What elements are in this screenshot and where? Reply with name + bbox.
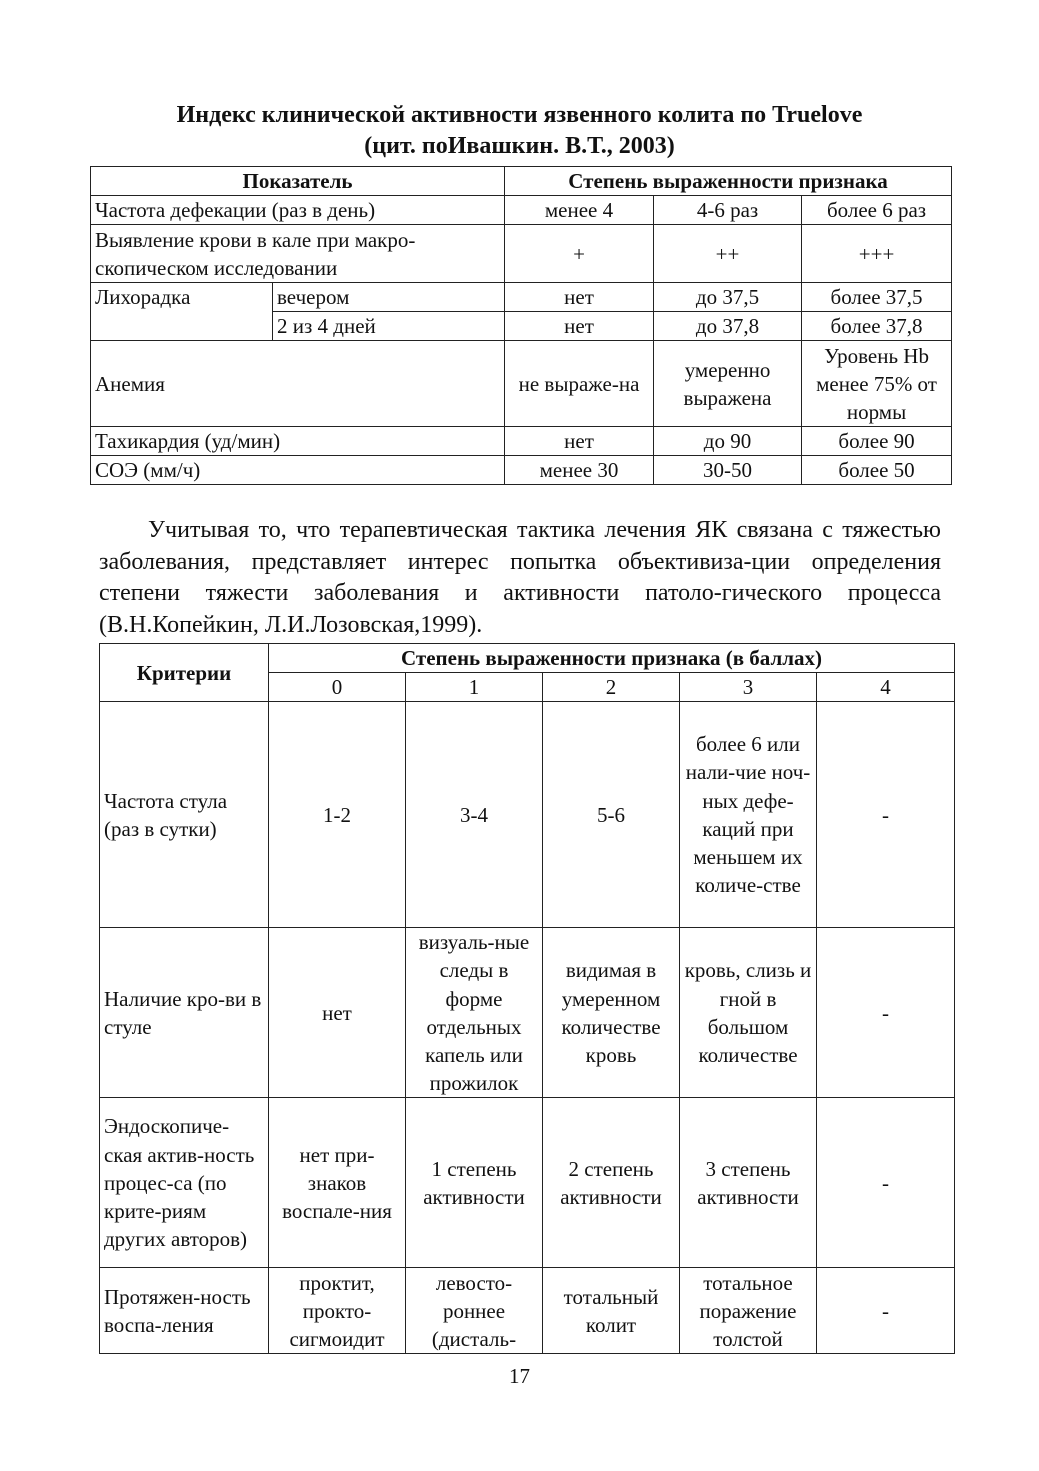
row-sublabel: 2 из 4 дней bbox=[273, 312, 505, 341]
body-paragraph: Учитывая то, что терапевтическая тактика лечения ЯК связана с тяжестью заболевания, представляет интерес попытка объективиза-ции определения степени тяжести заболевания и активности патоло-гического процесса (В.Н.Копейкин, Л.И.Лозовская,1999). bbox=[99, 517, 941, 638]
table-row bbox=[91, 225, 952, 283]
cell: нет bbox=[505, 312, 654, 341]
cell: более 37,5 bbox=[802, 283, 952, 312]
table-row bbox=[100, 1098, 955, 1268]
row-label: Тахикардия (уд/мин) bbox=[91, 427, 505, 456]
cell: Уровень Hb менее 75% от нормы bbox=[802, 341, 952, 427]
table-row bbox=[91, 196, 952, 225]
row-label: Протяжен-ность воспа-ления bbox=[100, 1268, 269, 1354]
cell: 5-6 bbox=[543, 702, 680, 928]
row-label: Частота дефекации (раз в день) bbox=[91, 196, 505, 225]
header-criteria: Критерии bbox=[100, 644, 269, 702]
table-row bbox=[91, 341, 952, 427]
cell: до 37,8 bbox=[654, 312, 802, 341]
cell: до 37,5 bbox=[654, 283, 802, 312]
severity-criteria-table bbox=[99, 643, 955, 1354]
table-row bbox=[91, 283, 952, 312]
table-row bbox=[91, 456, 952, 485]
score-header: 4 bbox=[817, 673, 955, 702]
cell: - bbox=[817, 1268, 955, 1354]
cell: проктит, прокто-сигмоидит bbox=[269, 1268, 406, 1354]
table-row bbox=[100, 928, 955, 1098]
header-score-group: Степень выраженности признака (в баллах) bbox=[269, 644, 955, 673]
row-label: Наличие кро-ви в стуле bbox=[100, 928, 269, 1098]
cell: более 90 bbox=[802, 427, 952, 456]
page-title bbox=[60, 100, 979, 162]
cell: менее 30 bbox=[505, 456, 654, 485]
cell: не выраже-на bbox=[505, 341, 654, 427]
truelove-index-table bbox=[90, 166, 952, 485]
cell: +++ bbox=[802, 225, 952, 283]
cell: нет при-знаков воспале-ния bbox=[269, 1098, 406, 1268]
table-row bbox=[100, 1268, 955, 1354]
table-header-row bbox=[91, 167, 952, 196]
cell: нет bbox=[269, 928, 406, 1098]
cell: ++ bbox=[654, 225, 802, 283]
score-header: 1 bbox=[406, 673, 543, 702]
score-header: 2 bbox=[543, 673, 680, 702]
title-line-1: Индекс клинической активности язвенного колита по Truelove bbox=[176, 102, 863, 128]
score-header: 0 bbox=[269, 673, 406, 702]
cell: + bbox=[505, 225, 654, 283]
header-indicator: Показатель bbox=[91, 167, 505, 196]
header-severity: Степень выраженности признака bbox=[505, 167, 952, 196]
row-label: Выявление крови в кале при макро-скопическом исследовании bbox=[91, 225, 505, 283]
cell: до 90 bbox=[654, 427, 802, 456]
row-label: Эндоскопиче-ская актив-ность процес-са (по крите-риям других авторов) bbox=[100, 1098, 269, 1268]
table-row bbox=[100, 702, 955, 928]
row-label: Частота стула (раз в сутки) bbox=[100, 702, 269, 928]
row-label: Лихорадка bbox=[91, 283, 273, 341]
cell: 3 степень активности bbox=[680, 1098, 817, 1268]
cell: 1 степень активности bbox=[406, 1098, 543, 1268]
cell: нет bbox=[505, 427, 654, 456]
cell: левосто-роннее (дисталь- bbox=[406, 1268, 543, 1354]
row-sublabel: вечером bbox=[273, 283, 505, 312]
cell: более 37,8 bbox=[802, 312, 952, 341]
cell: тотальное поражение толстой bbox=[680, 1268, 817, 1354]
row-label: СОЭ (мм/ч) bbox=[91, 456, 505, 485]
cell: менее 4 bbox=[505, 196, 654, 225]
cell: нет bbox=[505, 283, 654, 312]
cell: визуаль-ные следы в форме отдельных капель или прожилок bbox=[406, 928, 543, 1098]
cell: умеренно выражена bbox=[654, 341, 802, 427]
cell: 4-6 раз bbox=[654, 196, 802, 225]
table-header-row bbox=[100, 644, 955, 673]
page-number: 17 bbox=[509, 1364, 530, 1388]
cell: более 6 или нали-чие ноч-ных дефе-каций при меньшем их количе-стве bbox=[680, 702, 817, 928]
cell: - bbox=[817, 702, 955, 928]
cell: тотальный колит bbox=[543, 1268, 680, 1354]
row-label: Анемия bbox=[91, 341, 505, 427]
cell: 2 степень активности bbox=[543, 1098, 680, 1268]
cell: - bbox=[817, 1098, 955, 1268]
cell: - bbox=[817, 928, 955, 1098]
title-line-2: (цит. поИвашкин. В.Т., 2003) bbox=[364, 133, 675, 159]
cell: кровь, слизь и гной в большом количестве bbox=[680, 928, 817, 1098]
cell: более 50 bbox=[802, 456, 952, 485]
score-header: 3 bbox=[680, 673, 817, 702]
table-row bbox=[91, 427, 952, 456]
cell: 30-50 bbox=[654, 456, 802, 485]
cell: 1-2 bbox=[269, 702, 406, 928]
cell: 3-4 bbox=[406, 702, 543, 928]
cell: видимая в умеренном количестве кровь bbox=[543, 928, 680, 1098]
cell: более 6 раз bbox=[802, 196, 952, 225]
